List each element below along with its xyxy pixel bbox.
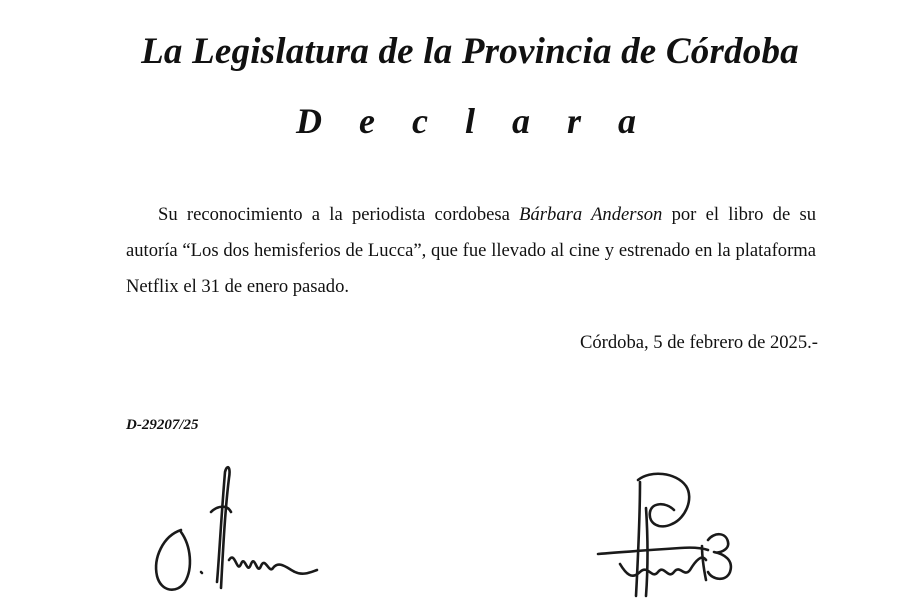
- honoree-name: Bárbara Anderson: [519, 204, 663, 225]
- declaration-text-end: por el libro de su autoría “Los dos hemisferios de Lucca”, que fue llevado al cine y estrenado en la plataforma Netflix el 31 de enero pasado.: [126, 204, 816, 297]
- file-reference: D-29207/25: [126, 417, 199, 433]
- document-subtitle: D e c l a r a: [296, 101, 650, 141]
- place-and-date: Córdoba, 5 de febrero de 2025.-: [579, 332, 818, 353]
- right-signature: [590, 468, 760, 600]
- document-title: La Legislatura de la Provincia de Córdoba: [141, 31, 799, 72]
- declaration-text-start: Su reconocimiento a la periodista cordobesa: [158, 204, 520, 225]
- left-signature: [145, 460, 345, 600]
- declaration-paragraph: [126, 197, 816, 305]
